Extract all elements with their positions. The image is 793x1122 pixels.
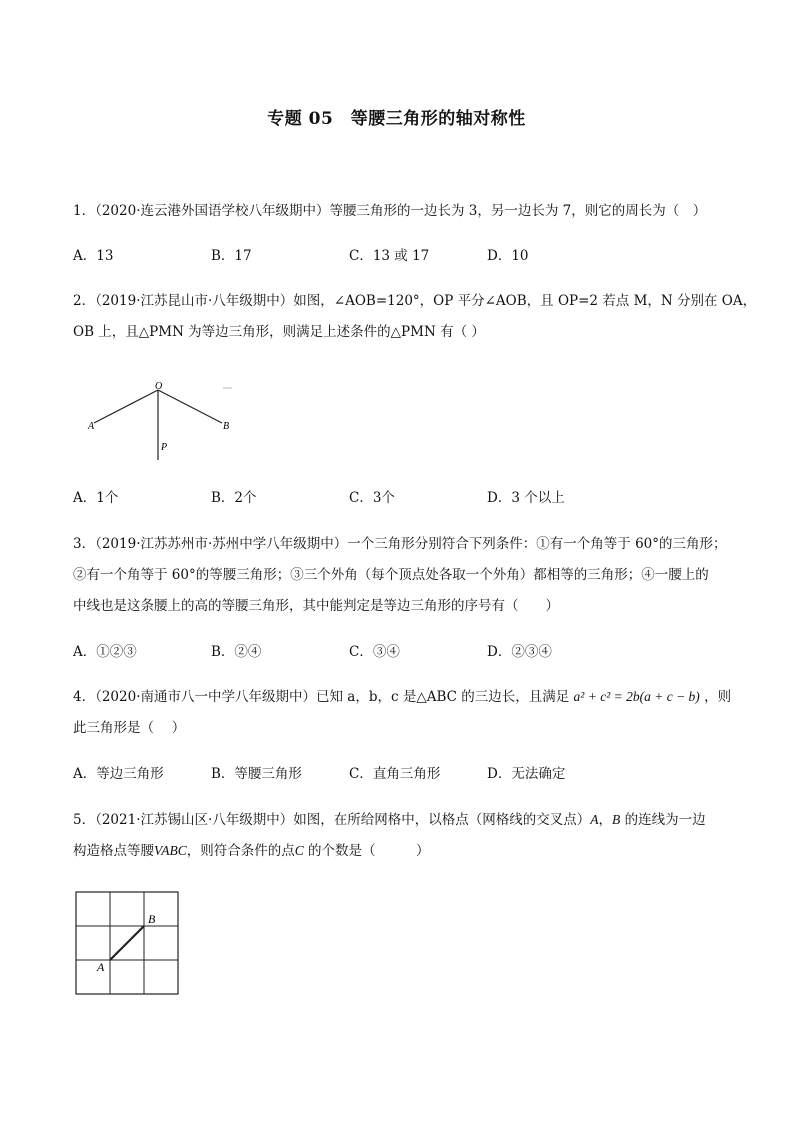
question-5-point-b: B	[612, 812, 621, 827]
question-1-option-a: A．13	[73, 248, 114, 264]
question-2-line-1: 2．（2019·江苏昆山市·八年级期中）如图，∠AOB=120°，OP 平分∠AOB，且 OP=2 若点 M，N 分别在 OA，	[73, 293, 757, 309]
segment-ab	[110, 926, 144, 960]
ray-ob	[158, 390, 222, 423]
grid-figure	[70, 886, 186, 1002]
page-title: 专题 05 等腰三角形的轴对称性	[267, 109, 526, 129]
label-a: A	[97, 960, 105, 974]
angle-aob-figure	[80, 378, 250, 468]
question-4-option-a: A．等边三角形	[73, 766, 164, 782]
label-p: P	[161, 442, 168, 453]
question-3-line-1: 3．（2019·江苏苏州市·苏州中学八年级期中）一个三角形分别符合下列条件：①有一个角等于 60°的三角形；	[73, 536, 727, 552]
question-4-line-1	[73, 687, 731, 707]
question-2-line-2: OB 上，且△PMN 为等边三角形，则满足上述条件的△PMN 有（ ）	[73, 324, 485, 340]
question-4-stem: 4．（2020·南通市八一中学八年级期中）已知 a，b，c 是△ABC 的三边长，且满足	[73, 689, 570, 705]
ray-oa	[94, 390, 158, 423]
question-5-line-2-pre: 构造格点等腰	[73, 843, 154, 859]
label-b: B	[148, 912, 156, 926]
question-3-option-c: C．③④	[349, 644, 400, 660]
question-2-option-a: A．1个	[73, 490, 119, 506]
label-b: B	[223, 421, 230, 432]
question-5-line-2-mid: ，则符合条件的点	[186, 843, 295, 859]
question-4-option-c: C．直角三角形	[349, 766, 441, 782]
question-3-line-2: ②有一个角等于 60°的等腰三角形；③三个外角（每个顶点处各取一个外角）都相等的三角形；④一腰上的	[73, 567, 709, 583]
question-2-option-b: B．2个	[211, 490, 257, 506]
question-1-text: 1．（2020·连云港外国语学校八年级期中）等腰三角形的一边长为 3，另一边长为 7，则它的周长为（ ）	[73, 203, 707, 219]
question-5-point-c: C	[294, 843, 304, 858]
question-4-option-b: B．等腰三角形	[211, 766, 302, 782]
question-3-option-b: B．②④	[211, 644, 262, 660]
question-4-stem-end: ，则	[704, 689, 732, 705]
question-3-option-d: D．②③④	[487, 644, 552, 660]
question-3-line-3: 中线也是这条腰上的高的等腰三角形，其中能判定是等边三角形的序号有（ ）	[73, 598, 559, 614]
question-2-option-c: C．3个	[349, 490, 395, 506]
question-4-option-d: D．无法确定	[487, 766, 566, 782]
question-5-comma: ，	[598, 812, 613, 828]
question-4-line-2: 此三角形是（ ）	[73, 720, 186, 736]
question-5-line-1	[73, 810, 706, 830]
question-1-option-b: B．17	[211, 248, 252, 264]
label-a: A	[88, 421, 95, 432]
question-1-option-d: D．10	[487, 248, 529, 264]
question-5-line-2	[73, 841, 430, 861]
question-4-formula: a² + c² = 2b(a + c − b)	[573, 689, 700, 704]
question-3-option-a: A．①②③	[73, 644, 137, 660]
question-5-stem-end: 的连线为一边	[620, 812, 706, 828]
question-1-option-c: C．13 或 17	[349, 248, 430, 264]
question-5-line-2-post: 的个数是（ ）	[303, 843, 430, 859]
question-5-triangle: VABC	[154, 843, 187, 858]
question-2-option-d: D．3 个以上	[487, 490, 565, 506]
label-o: O	[155, 381, 163, 392]
question-5-stem: 5．（2021·江苏锡山区·八年级期中）如图，在所给网格中，以格点（网格线的交叉点）	[73, 812, 591, 828]
question-5-point-a: A	[590, 812, 599, 827]
